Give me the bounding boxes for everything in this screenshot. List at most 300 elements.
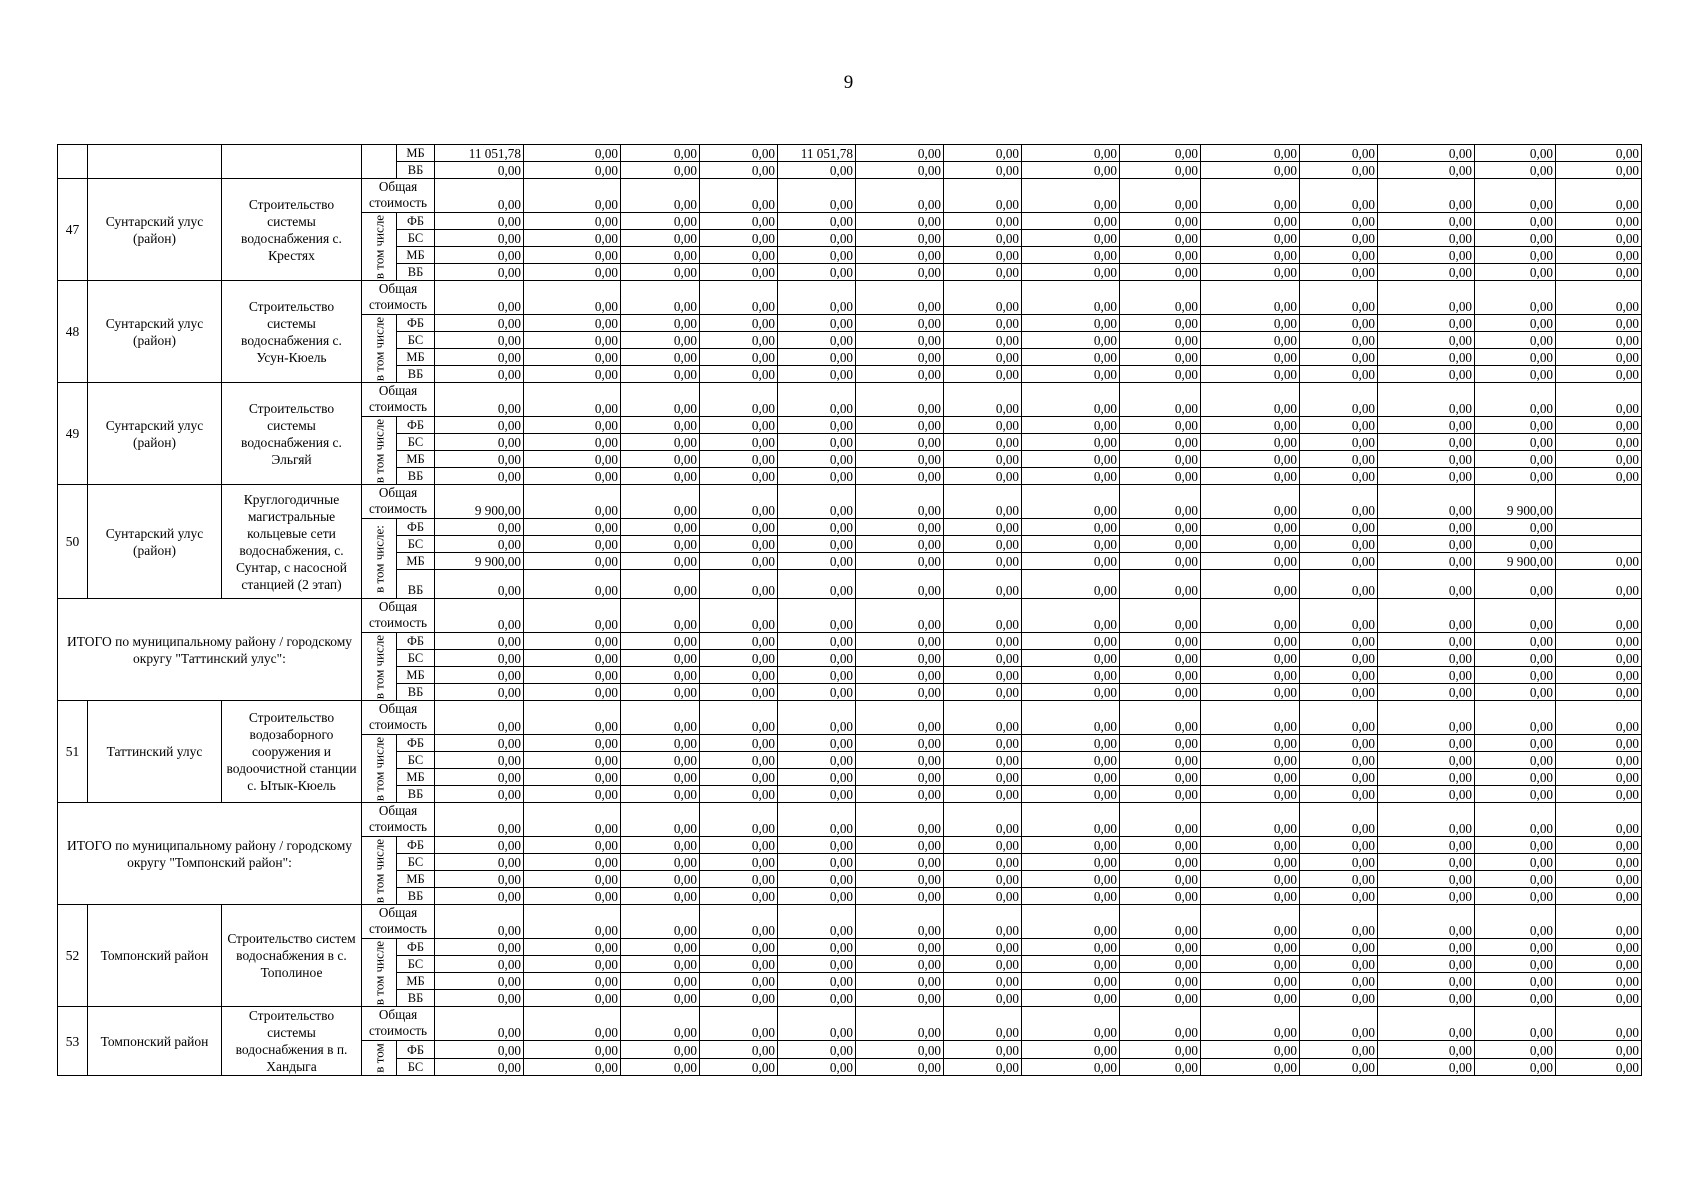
value-cell: 0,00 bbox=[700, 213, 778, 230]
budget-code: ВБ bbox=[397, 684, 435, 701]
value-cell: 0,00 bbox=[700, 570, 778, 599]
value-cell: 0,00 bbox=[778, 1041, 856, 1059]
value-cell: 0,00 bbox=[1201, 332, 1300, 349]
value-cell: 0,00 bbox=[435, 871, 524, 888]
value-cell: 0,00 bbox=[1556, 735, 1642, 752]
value-cell: 0,00 bbox=[1120, 366, 1201, 383]
value-cell: 0,00 bbox=[1556, 803, 1642, 837]
value-cell: 0,00 bbox=[1475, 990, 1556, 1007]
value-cell: 0,00 bbox=[1120, 837, 1201, 854]
value-cell: 0,00 bbox=[1201, 264, 1300, 281]
value-cell: 0,00 bbox=[944, 417, 1022, 434]
district-name: Томпонский район bbox=[88, 905, 222, 1007]
value-cell: 0,00 bbox=[1556, 854, 1642, 871]
value-cell: 0,00 bbox=[1022, 264, 1120, 281]
table-body bbox=[58, 145, 1642, 1076]
value-cell: 0,00 bbox=[1120, 332, 1201, 349]
value-cell: 0,00 bbox=[1120, 519, 1201, 536]
value-cell: 0,00 bbox=[1300, 701, 1378, 735]
value-cell: 0,00 bbox=[1201, 837, 1300, 854]
value-cell: 0,00 bbox=[1556, 752, 1642, 769]
value-cell: 0,00 bbox=[621, 281, 700, 315]
value-cell: 0,00 bbox=[1475, 451, 1556, 468]
value-cell: 0,00 bbox=[1022, 230, 1120, 247]
value-cell: 0,00 bbox=[1120, 468, 1201, 485]
district-name: Сунтарский улус (район) bbox=[88, 383, 222, 485]
total-cost-label: Общая стоимость bbox=[362, 383, 435, 417]
value-cell: 0,00 bbox=[1556, 213, 1642, 230]
value-cell: 0,00 bbox=[435, 519, 524, 536]
value-cell: 0,00 bbox=[856, 871, 944, 888]
value-cell: 0,00 bbox=[1120, 247, 1201, 264]
value-cell: 0,00 bbox=[778, 451, 856, 468]
value-cell: 0,00 bbox=[621, 939, 700, 956]
total-cost-label: Общая стоимость bbox=[362, 701, 435, 735]
incl-label: в том числе bbox=[371, 736, 387, 801]
total-label: ИТОГО по муниципальному району / городскому округу "Томпонский район": bbox=[58, 803, 362, 905]
value-cell: 0,00 bbox=[944, 349, 1022, 366]
value-cell: 0,00 bbox=[700, 837, 778, 854]
value-cell: 0,00 bbox=[524, 905, 621, 939]
value-cell: 0,00 bbox=[524, 786, 621, 803]
value-cell: 0,00 bbox=[778, 786, 856, 803]
value-cell: 0,00 bbox=[1378, 837, 1475, 854]
value-cell: 0,00 bbox=[1556, 769, 1642, 786]
value-cell: 0,00 bbox=[1022, 213, 1120, 230]
budget-code: ФБ bbox=[397, 735, 435, 752]
value-cell: 0,00 bbox=[1475, 145, 1556, 162]
budget-code: ФБ bbox=[397, 837, 435, 854]
value-cell: 0,00 bbox=[1300, 1041, 1378, 1059]
value-cell: 0,00 bbox=[700, 434, 778, 451]
value-cell: 0,00 bbox=[1556, 667, 1642, 684]
value-cell: 0,00 bbox=[944, 786, 1022, 803]
value-cell: 0,00 bbox=[1022, 519, 1120, 536]
value-cell: 0,00 bbox=[1022, 1041, 1120, 1059]
value-cell: 0,00 bbox=[524, 871, 621, 888]
value-cell: 0,00 bbox=[1201, 939, 1300, 956]
value-cell: 0,00 bbox=[1120, 281, 1201, 315]
value-cell: 0,00 bbox=[1556, 939, 1642, 956]
value-cell: 0,00 bbox=[700, 650, 778, 667]
value-cell: 0,00 bbox=[944, 888, 1022, 905]
value-cell: 0,00 bbox=[1300, 451, 1378, 468]
value-cell: 0,00 bbox=[1120, 264, 1201, 281]
value-cell: 0,00 bbox=[1475, 536, 1556, 553]
value-cell: 0,00 bbox=[1300, 230, 1378, 247]
value-cell: 0,00 bbox=[1201, 769, 1300, 786]
value-cell: 0,00 bbox=[435, 939, 524, 956]
district-name: Сунтарский улус (район) bbox=[88, 281, 222, 383]
value-cell: 0,00 bbox=[1378, 145, 1475, 162]
value-cell: 0,00 bbox=[1022, 684, 1120, 701]
value-cell: 0,00 bbox=[1556, 633, 1642, 650]
value-cell: 9 900,00 bbox=[1475, 485, 1556, 519]
budget-table bbox=[57, 144, 1642, 1076]
value-cell: 0,00 bbox=[856, 803, 944, 837]
value-cell: 0,00 bbox=[856, 837, 944, 854]
value-cell: 0,00 bbox=[1022, 650, 1120, 667]
value-cell: 0,00 bbox=[524, 417, 621, 434]
value-cell: 0,00 bbox=[524, 973, 621, 990]
value-cell: 0,00 bbox=[1556, 179, 1642, 213]
value-cell: 0,00 bbox=[778, 633, 856, 650]
value-cell: 0,00 bbox=[856, 213, 944, 230]
value-cell: 0,00 bbox=[1201, 599, 1300, 633]
value-cell: 0,00 bbox=[1300, 366, 1378, 383]
value-cell: 0,00 bbox=[1300, 536, 1378, 553]
value-cell: 0,00 bbox=[1022, 332, 1120, 349]
value-cell: 0,00 bbox=[1300, 417, 1378, 434]
incl-label-cell bbox=[362, 837, 397, 905]
value-cell: 0,00 bbox=[621, 417, 700, 434]
value-cell: 0,00 bbox=[621, 434, 700, 451]
value-cell: 0,00 bbox=[621, 854, 700, 871]
value-cell: 0,00 bbox=[1201, 888, 1300, 905]
value-cell: 0,00 bbox=[524, 145, 621, 162]
value-cell: 0,00 bbox=[435, 332, 524, 349]
value-cell: 0,00 bbox=[1120, 349, 1201, 366]
row-number: 52 bbox=[58, 905, 88, 1007]
value-cell: 0,00 bbox=[856, 553, 944, 570]
value-cell: 0,00 bbox=[778, 468, 856, 485]
budget-code: ВБ bbox=[397, 162, 435, 179]
value-cell: 0,00 bbox=[1120, 786, 1201, 803]
value-cell: 0,00 bbox=[778, 417, 856, 434]
row-number: 50 bbox=[58, 485, 88, 599]
value-cell: 0,00 bbox=[1201, 854, 1300, 871]
value-cell: 0,00 bbox=[1022, 803, 1120, 837]
value-cell: 0,00 bbox=[1556, 905, 1642, 939]
value-cell: 0,00 bbox=[1475, 735, 1556, 752]
value-cell: 0,00 bbox=[621, 230, 700, 247]
value-cell: 0,00 bbox=[778, 990, 856, 1007]
value-cell: 0,00 bbox=[1475, 570, 1556, 599]
value-cell: 0,00 bbox=[1201, 315, 1300, 332]
value-cell: 0,00 bbox=[1300, 854, 1378, 871]
value-cell: 0,00 bbox=[1378, 417, 1475, 434]
value-cell: 0,00 bbox=[524, 837, 621, 854]
value-cell: 0,00 bbox=[1201, 973, 1300, 990]
value-cell: 0,00 bbox=[1022, 536, 1120, 553]
value-cell: 0,00 bbox=[1022, 752, 1120, 769]
value-cell: 0,00 bbox=[944, 803, 1022, 837]
value-cell: 0,00 bbox=[1378, 871, 1475, 888]
value-cell: 0,00 bbox=[944, 264, 1022, 281]
value-cell: 0,00 bbox=[1120, 769, 1201, 786]
value-cell: 0,00 bbox=[944, 383, 1022, 417]
value-cell: 0,00 bbox=[1022, 145, 1120, 162]
value-cell: 0,00 bbox=[1378, 264, 1475, 281]
budget-code: МБ bbox=[397, 667, 435, 684]
budget-code: ВБ bbox=[397, 888, 435, 905]
table-row bbox=[58, 803, 1642, 837]
value-cell: 0,00 bbox=[1022, 667, 1120, 684]
value-cell: 0,00 bbox=[700, 1041, 778, 1059]
table-row bbox=[58, 905, 1642, 939]
budget-code: МБ bbox=[397, 247, 435, 264]
value-cell: 0,00 bbox=[1201, 570, 1300, 599]
value-cell: 0,00 bbox=[524, 956, 621, 973]
value-cell: 0,00 bbox=[1556, 332, 1642, 349]
value-cell: 0,00 bbox=[621, 570, 700, 599]
value-cell: 0,00 bbox=[1475, 667, 1556, 684]
value-cell: 0,00 bbox=[1022, 735, 1120, 752]
value-cell: 0,00 bbox=[1556, 650, 1642, 667]
value-cell: 0,00 bbox=[1120, 1007, 1201, 1041]
value-cell: 0,00 bbox=[1556, 434, 1642, 451]
value-cell: 0,00 bbox=[1022, 1059, 1120, 1076]
value-cell: 0,00 bbox=[621, 366, 700, 383]
budget-code: МБ bbox=[397, 349, 435, 366]
incl-label: в том числе bbox=[371, 838, 387, 903]
page-number: 9 bbox=[843, 72, 854, 93]
value-cell: 0,00 bbox=[621, 871, 700, 888]
value-cell: 0,00 bbox=[1300, 145, 1378, 162]
value-cell: 0,00 bbox=[944, 1041, 1022, 1059]
value-cell: 0,00 bbox=[1556, 315, 1642, 332]
value-cell: 0,00 bbox=[856, 956, 944, 973]
value-cell: 0,00 bbox=[524, 769, 621, 786]
value-cell: 0,00 bbox=[856, 179, 944, 213]
value-cell: 0,00 bbox=[435, 1041, 524, 1059]
incl-label-cell bbox=[362, 1041, 397, 1076]
value-cell: 0,00 bbox=[1300, 786, 1378, 803]
value-cell: 0,00 bbox=[435, 1007, 524, 1041]
value-cell: 0,00 bbox=[856, 349, 944, 366]
value-cell: 0,00 bbox=[1201, 650, 1300, 667]
object-name: Строительство систем водоснабжения в с. Тополиное bbox=[222, 905, 362, 1007]
value-cell: 0,00 bbox=[621, 769, 700, 786]
value-cell: 0,00 bbox=[1300, 769, 1378, 786]
value-cell: 0,00 bbox=[1022, 701, 1120, 735]
value-cell: 0,00 bbox=[856, 1059, 944, 1076]
value-cell: 0,00 bbox=[435, 230, 524, 247]
value-cell: 0,00 bbox=[778, 752, 856, 769]
budget-code: ФБ bbox=[397, 1041, 435, 1059]
value-cell: 0,00 bbox=[856, 247, 944, 264]
value-cell: 0,00 bbox=[944, 990, 1022, 1007]
value-cell: 0,00 bbox=[944, 905, 1022, 939]
value-cell: 0,00 bbox=[778, 485, 856, 519]
value-cell: 0,00 bbox=[621, 752, 700, 769]
budget-code: ФБ bbox=[397, 519, 435, 536]
value-cell: 0,00 bbox=[1201, 281, 1300, 315]
value-cell: 0,00 bbox=[856, 939, 944, 956]
value-cell: 0,00 bbox=[944, 973, 1022, 990]
value-cell: 0,00 bbox=[1556, 417, 1642, 434]
value-cell: 0,00 bbox=[700, 281, 778, 315]
value-cell: 0,00 bbox=[1022, 162, 1120, 179]
value-cell: 0,00 bbox=[778, 332, 856, 349]
value-cell: 0,00 bbox=[524, 536, 621, 553]
value-cell: 0,00 bbox=[621, 905, 700, 939]
value-cell: 0,00 bbox=[1120, 871, 1201, 888]
value-cell: 0,00 bbox=[1300, 570, 1378, 599]
value-cell: 0,00 bbox=[1201, 1059, 1300, 1076]
value-cell: 0,00 bbox=[524, 485, 621, 519]
value-cell: 0,00 bbox=[1022, 973, 1120, 990]
value-cell: 0,00 bbox=[944, 650, 1022, 667]
value-cell: 0,00 bbox=[1378, 485, 1475, 519]
value-cell: 0,00 bbox=[524, 332, 621, 349]
value-cell: 0,00 bbox=[856, 519, 944, 536]
value-cell: 0,00 bbox=[621, 485, 700, 519]
value-cell: 0,00 bbox=[621, 553, 700, 570]
value-cell: 0,00 bbox=[1022, 570, 1120, 599]
value-cell: 0,00 bbox=[435, 179, 524, 213]
value-cell: 0,00 bbox=[621, 1007, 700, 1041]
value-cell: 0,00 bbox=[1022, 383, 1120, 417]
value-cell: 0,00 bbox=[1022, 179, 1120, 213]
value-cell: 0,00 bbox=[1475, 468, 1556, 485]
value-cell: 0,00 bbox=[700, 752, 778, 769]
value-cell: 0,00 bbox=[1378, 701, 1475, 735]
budget-code: МБ bbox=[397, 871, 435, 888]
value-cell: 0,00 bbox=[1022, 633, 1120, 650]
value-cell: 0,00 bbox=[1556, 956, 1642, 973]
value-cell: 0,00 bbox=[435, 650, 524, 667]
value-cell: 0,00 bbox=[1300, 383, 1378, 417]
value-cell: 0,00 bbox=[1378, 553, 1475, 570]
value-cell: 0,00 bbox=[1475, 264, 1556, 281]
value-cell: 0,00 bbox=[1378, 179, 1475, 213]
value-cell: 0,00 bbox=[1120, 803, 1201, 837]
value-cell: 0,00 bbox=[621, 383, 700, 417]
value-cell: 0,00 bbox=[1120, 701, 1201, 735]
budget-code: ВБ bbox=[397, 990, 435, 1007]
budget-code: МБ bbox=[397, 553, 435, 570]
value-cell: 0,00 bbox=[621, 803, 700, 837]
value-cell: 0,00 bbox=[1201, 990, 1300, 1007]
value-cell: 0,00 bbox=[435, 247, 524, 264]
value-cell: 0,00 bbox=[700, 315, 778, 332]
value-cell: 0,00 bbox=[944, 230, 1022, 247]
value-cell: 0,00 bbox=[944, 536, 1022, 553]
value-cell: 0,00 bbox=[778, 383, 856, 417]
value-cell: 0,00 bbox=[1022, 349, 1120, 366]
value-cell: 0,00 bbox=[1556, 1041, 1642, 1059]
value-cell: 0,00 bbox=[1120, 417, 1201, 434]
value-cell: 0,00 bbox=[524, 281, 621, 315]
value-cell: 0,00 bbox=[524, 633, 621, 650]
value-cell: 0,00 bbox=[1300, 434, 1378, 451]
value-cell: 0,00 bbox=[700, 735, 778, 752]
value-cell: 0,00 bbox=[1201, 145, 1300, 162]
value-cell: 0,00 bbox=[621, 786, 700, 803]
value-cell: 0,00 bbox=[944, 162, 1022, 179]
value-cell: 0,00 bbox=[1022, 871, 1120, 888]
incl-label: в том bbox=[371, 1043, 387, 1073]
value-cell: 0,00 bbox=[1120, 684, 1201, 701]
value-cell: 0,00 bbox=[856, 990, 944, 1007]
value-cell: 0,00 bbox=[1120, 973, 1201, 990]
budget-code: ВБ bbox=[397, 468, 435, 485]
value-cell: 0,00 bbox=[524, 650, 621, 667]
value-cell: 0,00 bbox=[435, 162, 524, 179]
value-cell: 0,00 bbox=[856, 468, 944, 485]
value-cell: 0,00 bbox=[700, 599, 778, 633]
value-cell: 0,00 bbox=[1120, 485, 1201, 519]
value-cell: 0,00 bbox=[944, 701, 1022, 735]
value-cell: 0,00 bbox=[524, 752, 621, 769]
value-cell: 0,00 bbox=[1475, 633, 1556, 650]
value-cell: 0,00 bbox=[1556, 684, 1642, 701]
value-cell: 0,00 bbox=[435, 786, 524, 803]
value-cell: 0,00 bbox=[435, 536, 524, 553]
value-cell: 0,00 bbox=[856, 752, 944, 769]
table-row bbox=[58, 179, 1642, 213]
value-cell: 0,00 bbox=[524, 213, 621, 230]
value-cell: 0,00 bbox=[778, 230, 856, 247]
value-cell: 0,00 bbox=[1201, 1007, 1300, 1041]
value-cell: 0,00 bbox=[778, 213, 856, 230]
value-cell: 0,00 bbox=[1475, 1007, 1556, 1041]
value-cell: 0,00 bbox=[778, 684, 856, 701]
value-cell: 0,00 bbox=[1201, 451, 1300, 468]
value-cell: 0,00 bbox=[700, 553, 778, 570]
value-cell: 0,00 bbox=[1475, 383, 1556, 417]
value-cell: 0,00 bbox=[1475, 803, 1556, 837]
value-cell: 0,00 bbox=[435, 684, 524, 701]
row-number: 49 bbox=[58, 383, 88, 485]
value-cell: 0,00 bbox=[1556, 837, 1642, 854]
value-cell: 0,00 bbox=[1022, 905, 1120, 939]
value-cell: 0,00 bbox=[1120, 383, 1201, 417]
value-cell: 0,00 bbox=[1378, 536, 1475, 553]
table-row bbox=[58, 701, 1642, 735]
incl-label-cell bbox=[362, 939, 397, 1007]
value-cell: 0,00 bbox=[856, 536, 944, 553]
value-cell: 0,00 bbox=[1378, 667, 1475, 684]
value-cell: 0,00 bbox=[1556, 1007, 1642, 1041]
value-cell: 0,00 bbox=[700, 786, 778, 803]
incl-label-cell bbox=[362, 519, 397, 599]
value-cell: 0,00 bbox=[1556, 468, 1642, 485]
value-cell: 0,00 bbox=[778, 599, 856, 633]
district-name: Таттинский улус bbox=[88, 701, 222, 803]
value-cell: 0,00 bbox=[1556, 990, 1642, 1007]
budget-code: БС bbox=[397, 752, 435, 769]
value-cell: 0,00 bbox=[1475, 332, 1556, 349]
value-cell: 0,00 bbox=[856, 230, 944, 247]
value-cell: 0,00 bbox=[1475, 162, 1556, 179]
budget-code: ВБ bbox=[397, 786, 435, 803]
total-cost-label: Общая стоимость bbox=[362, 905, 435, 939]
value-cell: 0,00 bbox=[1201, 536, 1300, 553]
value-cell: 0,00 bbox=[1556, 570, 1642, 599]
value-cell: 0,00 bbox=[1120, 956, 1201, 973]
value-cell: 0,00 bbox=[621, 701, 700, 735]
value-cell: 0,00 bbox=[778, 179, 856, 213]
value-cell: 0,00 bbox=[778, 366, 856, 383]
value-cell: 0,00 bbox=[621, 519, 700, 536]
value-cell: 0,00 bbox=[1201, 519, 1300, 536]
value-cell: 0,00 bbox=[524, 162, 621, 179]
value-cell: 0,00 bbox=[1120, 536, 1201, 553]
value-cell: 0,00 bbox=[621, 536, 700, 553]
value-cell: 0,00 bbox=[1378, 281, 1475, 315]
value-cell: 11 051,78 bbox=[435, 145, 524, 162]
value-cell: 0,00 bbox=[1378, 162, 1475, 179]
value-cell: 0,00 bbox=[1475, 956, 1556, 973]
value-cell: 0,00 bbox=[435, 264, 524, 281]
value-cell: 0,00 bbox=[1475, 973, 1556, 990]
value-cell: 0,00 bbox=[1120, 434, 1201, 451]
value-cell: 0,00 bbox=[524, 179, 621, 213]
value-cell: 0,00 bbox=[778, 553, 856, 570]
value-cell: 0,00 bbox=[621, 332, 700, 349]
